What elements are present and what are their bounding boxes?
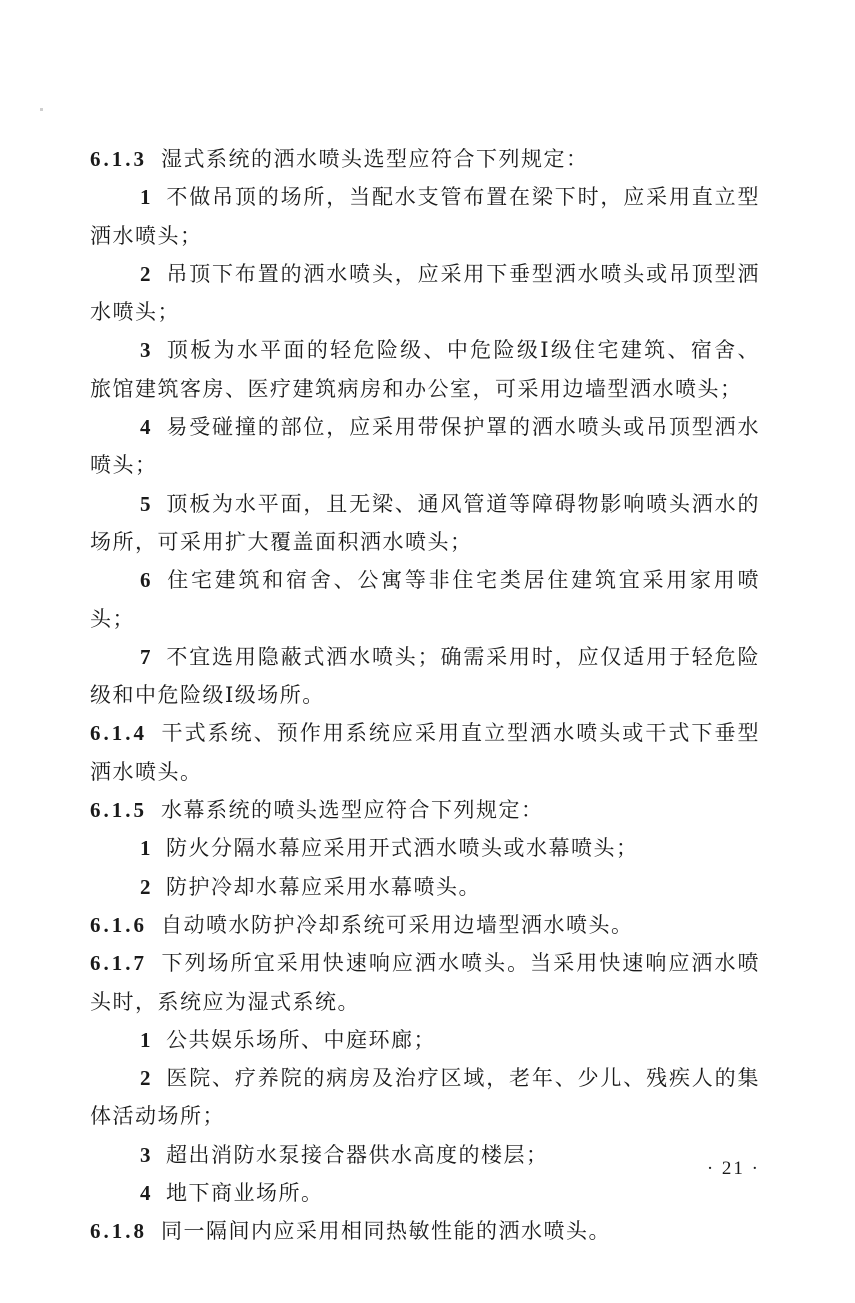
clause-6-1-6 — [90, 906, 760, 944]
item-number: 4 — [140, 1181, 152, 1206]
clause-number: 6.1.5 — [90, 798, 147, 823]
clause-6-1-4 — [90, 714, 760, 791]
clause-6-1-5 — [90, 791, 760, 829]
list-item — [90, 829, 760, 867]
clause-text: 水幕系统的喷头选型应符合下列规定： — [161, 798, 544, 823]
clause-6-1-7 — [90, 944, 760, 1021]
clause-6-1-8 — [90, 1212, 760, 1250]
item-number: 1 — [140, 185, 152, 210]
list-item — [90, 255, 760, 332]
item-number: 2 — [140, 1066, 152, 1091]
list-item — [90, 561, 760, 638]
page-body — [90, 140, 760, 1251]
item-text: 住宅建筑和宿舍、公寓等非住宅类居住建筑宜采用家用喷头； — [90, 568, 760, 631]
item-text: 地下商业场所。 — [166, 1181, 324, 1206]
clause-number: 6.1.4 — [90, 721, 147, 746]
clause-6-1-3 — [90, 140, 760, 178]
clause-text: 下列场所宜采用快速响应洒水喷头。当采用快速响应洒水喷头时，系统应为湿式系统。 — [90, 951, 760, 1014]
item-number: 5 — [140, 491, 152, 516]
item-number: 1 — [140, 836, 152, 861]
item-number: 2 — [140, 261, 152, 286]
page-number: · 21 · — [706, 1158, 760, 1179]
list-item — [90, 331, 760, 408]
item-text: 公共娱乐场所、中庭环廊； — [166, 1027, 436, 1052]
list-item — [90, 1021, 760, 1059]
clause-text: 自动喷水防护冷却系统可采用边墙型洒水喷头。 — [161, 912, 634, 937]
item-text: 医院、疗养院的病房及治疗区域，老年、少儿、残疾人的集体活动场所； — [90, 1066, 760, 1129]
list-item — [90, 178, 760, 255]
scan-speck — [40, 108, 43, 111]
item-text: 防火分隔水幕应采用开式洒水喷头或水幕喷头； — [166, 836, 639, 861]
list-item — [90, 1059, 760, 1136]
item-text: 防护冷却水幕应采用水幕喷头。 — [166, 874, 481, 899]
clause-text: 湿式系统的洒水喷头选型应符合下列规定： — [161, 147, 589, 171]
item-number: 2 — [140, 874, 152, 899]
item-number: 3 — [140, 1142, 152, 1167]
clause-number: 6.1.7 — [90, 951, 147, 976]
item-number: 1 — [140, 1027, 152, 1052]
list-item — [90, 408, 760, 485]
item-text: 易受碰撞的部位，应采用带保护罩的洒水喷头或吊顶型洒水喷头； — [90, 415, 760, 478]
clause-text: 干式系统、预作用系统应采用直立型洒水喷头或干式下垂型洒水喷头。 — [90, 721, 760, 784]
list-item — [90, 638, 760, 715]
item-number: 6 — [140, 568, 152, 593]
item-text: 不做吊顶的场所，当配水支管布置在梁下时，应采用直立型洒水喷头； — [90, 185, 760, 248]
clause-number: 6.1.3 — [90, 147, 147, 171]
item-text: 不宜选用隐蔽式洒水喷头；确需采用时，应仅适用于轻危险级和中危险级Ⅰ级场所。 — [90, 644, 760, 708]
item-number: 4 — [140, 415, 152, 440]
item-text: 超出消防水泵接合器供水高度的楼层； — [166, 1142, 549, 1167]
clause-number: 6.1.8 — [90, 1219, 147, 1244]
list-item — [90, 868, 760, 906]
item-text: 吊顶下布置的洒水喷头，应采用下垂型洒水喷头或吊顶型洒水喷头； — [90, 261, 760, 325]
list-item — [90, 485, 760, 562]
item-text: 顶板为水平面，且无梁、通风管道等障碍物影响喷头洒水的场所，可采用扩大覆盖面积洒水喷头； — [90, 491, 760, 554]
item-number: 3 — [140, 338, 152, 363]
item-number: 7 — [140, 644, 152, 669]
item-text: 顶板为水平面的轻危险级、中危险级Ⅰ级住宅建筑、宿舍、旅馆建筑客房、医疗建筑病房和办公室，可采用边墙型洒水喷头； — [90, 338, 760, 401]
clause-text: 同一隔间内应采用相同热敏性能的洒水喷头。 — [161, 1219, 611, 1244]
clause-number: 6.1.6 — [90, 912, 147, 937]
